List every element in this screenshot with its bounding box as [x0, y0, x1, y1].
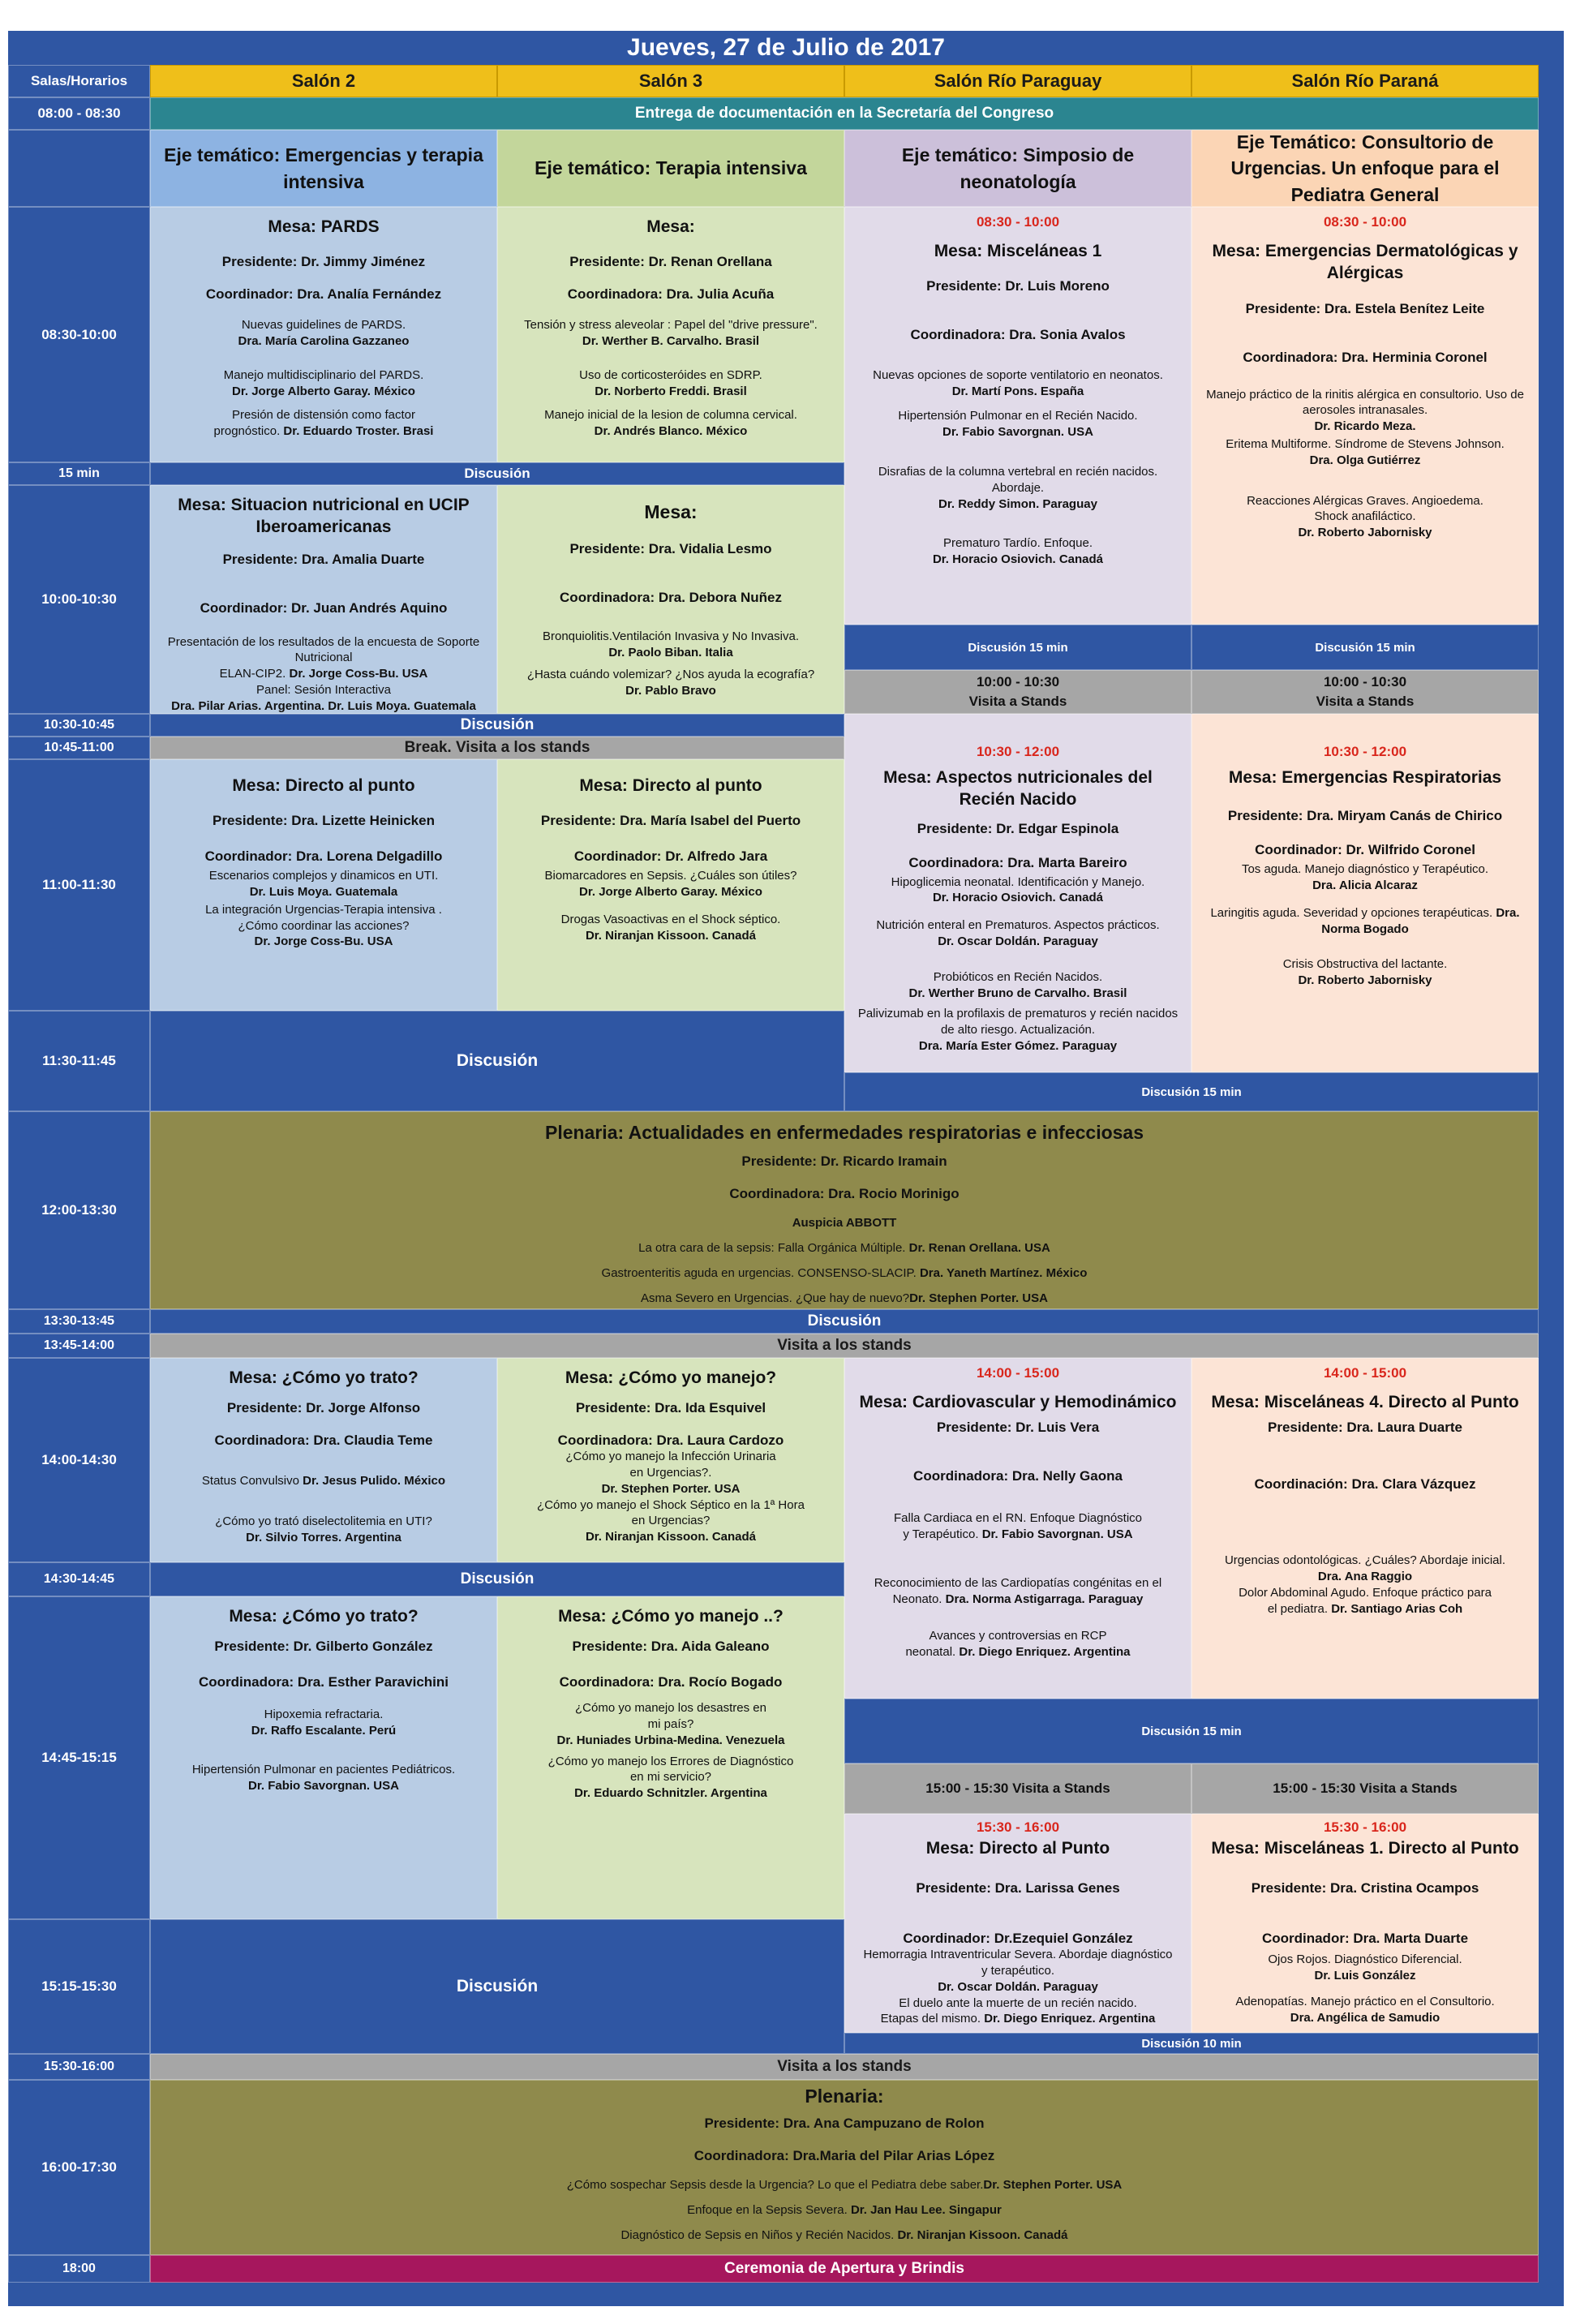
talk: Enfoque en la Sepsis Severa. Dr. Jan Hau Lee. Singapur: [687, 2203, 1002, 2217]
presidente: Presidente: Dr. Ricardo Iramain: [741, 1153, 947, 1169]
presidente: Presidente: Dr. Luis Moreno: [926, 278, 1110, 294]
time-slot: 11:30-11:45: [8, 1011, 150, 1111]
talk: Manejo práctico de la rinitis alérgica en consultorio. Uso de aerosoles intranasales. Dr. Ricardo Meza.: [1206, 387, 1524, 434]
plenaria-card: [150, 2080, 1539, 2255]
talk: Presentación de los resultados de la encuesta de Soporte Nutricional: [167, 634, 480, 665]
talk: Hipoglicemia neonatal. Identificación y Manejo. Dr. Horacio Osiovich. Canadá: [891, 874, 1145, 905]
mesa-title: Mesa: Aspectos nutricionales del Recién Nacido: [883, 768, 1153, 810]
talk: Avances y controversias en RCP neonatal. Dr. Diego Enriquez. Argentina: [905, 1629, 1131, 1660]
presidente: Presidente: Dra. María Isabel del Puerto: [540, 813, 801, 829]
band-visita: Visita a los stands: [150, 1334, 1539, 1358]
presidente: Presidente: Dra. Aida Galeano: [572, 1639, 770, 1655]
talk: Asma Severo en Urgencias. ¿Que hay de nuevo?Dr. Stephen Porter. USA: [641, 1291, 1048, 1305]
talk: Manejo multidisciplinario del PARDS. Dr. Jorge Alberto Garay. México: [223, 367, 424, 398]
visit-stands: 10:00 - 10:30 Visita a Stands: [1191, 670, 1539, 714]
header-salas-horarios: Salas/Horarios: [8, 65, 150, 97]
session-card: [497, 1596, 844, 1919]
talk: Hemorragia Intraventricular Severa. Abordaje diagnóstico y terapéutico. Dr. Oscar Doldán. Paraguay: [863, 1948, 1173, 1994]
eje-salon-3: Eje temático: Terapia intensiva: [497, 130, 844, 207]
session-card: [844, 207, 1191, 625]
session-card: [844, 714, 1191, 1072]
mesa-title: Mesa: Misceláneas 1. Directo al Punto: [1211, 1839, 1519, 1858]
session-card: [150, 485, 497, 714]
band-discusion-15: Discusión 15 min: [1191, 625, 1539, 670]
session-card: [1191, 207, 1539, 625]
presidente: Presidente: Dra. Cristina Ocampos: [1251, 1880, 1479, 1897]
talk: ¿Cómo sospechar Sepsis desde la Urgencia? Lo que el Pediatra debe saber.Dr. Stephen Porter. USA: [566, 2178, 1123, 2192]
talk: Uso de corticosteróides en SDRP. Dr. Norberto Freddi. Brasil: [579, 367, 762, 398]
coordinador: Coordinación: Dra. Clara Vázquez: [1254, 1476, 1476, 1493]
time-slot: 11:00-11:30: [8, 759, 150, 1011]
talk: ¿Cómo yo manejo la Infección Urinaria en Urgencias?. Dr. Stephen Porter. USA: [565, 1450, 776, 1496]
plenaria-title: Plenaria:: [805, 2086, 884, 2107]
mesa-title: Mesa: Emergencias Respiratorias: [1228, 768, 1502, 787]
time-slot: 10:45-11:00: [8, 737, 150, 759]
talk: ¿Hasta cuándo volemizar? ¿Nos ayuda la ecografía? Dr. Pablo Bravo: [526, 668, 815, 698]
talk: El duelo ante la muerte de un recién nacido. Etapas del mismo. Dr. Diego Enriquez. Argentina: [880, 1995, 1156, 2026]
session-card: [497, 759, 844, 1011]
auspicia: Auspicia ABBOTT: [792, 1216, 897, 1230]
talk: Falla Cardiaca en el RN. Enfoque Diagnóstico y Terapéutico. Dr. Fabio Savorgnan. USA: [894, 1511, 1142, 1542]
talk: Dolor Abdominal Agudo. Enfoque práctico para el pediatra. Dr. Santiago Arias Coh: [1239, 1585, 1492, 1616]
coordinador: Coordinador: Dra. Lorena Delgadillo: [204, 848, 443, 865]
time-slot: 10:30-10:45: [8, 714, 150, 737]
presidente: Presidente: Dra. Larissa Genes: [916, 1880, 1120, 1897]
talk: ELAN-CIP2. Dr. Jorge Coss-Bu. USA: [219, 667, 428, 681]
coordinador: Coordinadora: Dra. Laura Cardozo: [557, 1433, 784, 1449]
time-slot: 18:00: [8, 2255, 150, 2283]
band-discusion: Discusión: [150, 462, 844, 485]
mesa-title: Mesa: Directo al Punto: [925, 1839, 1110, 1858]
talk: ¿Cómo yo manejo los Errores de Diagnóstico en mi servicio? Dr. Eduardo Schnitzler. Argentina: [547, 1754, 794, 1801]
presidente: Presidente: Dra. Amalia Duarte: [222, 551, 425, 567]
header-salon-rio-paraguay: Salón Río Paraguay: [844, 65, 1191, 97]
talk: Diagnóstico de Sepsis en Niños y Recién Nacidos. Dr. Niranjan Kissoon. Canadá: [620, 2228, 1068, 2242]
coordinador: Coordinador: Dr. Alfredo Jara: [573, 848, 768, 865]
talk: La integración Urgencias-Terapia intensiva . ¿Cómo coordinar las acciones? Dr. Jorge Coss-Bu. USA: [205, 902, 442, 949]
time-slot: 08:00 - 08:30: [8, 97, 150, 130]
talk: Ojos Rojos. Diagnóstico Diferencial. Dr. Luis González: [1268, 1952, 1462, 1983]
header-salon-3: Salón 3: [497, 65, 844, 97]
band-entrega: Entrega de documentación en la Secretaría del Congreso: [150, 97, 1539, 130]
talk: Manejo inicial de la lesion de columna cervical. Dr. Andrés Blanco. México: [544, 408, 797, 439]
talk: Hipertensión Pulmonar en pacientes Pediátricos. Dr. Fabio Savorgnan. USA: [191, 1762, 456, 1793]
mesa-title: Mesa:: [646, 217, 695, 236]
session-time: 10:30 - 12:00: [1323, 744, 1407, 759]
talk: Reacciones Alérgicas Graves. Angioedema. Shock anafiláctico. Dr. Roberto Jabornisky: [1247, 493, 1483, 540]
time-slot: 10:00-10:30: [8, 485, 150, 714]
session-card: [150, 1596, 497, 1919]
session-card: [844, 1358, 1191, 1699]
mesa-title: Mesa: ¿Cómo yo trato?: [229, 1368, 419, 1387]
band-discusion-15: Discusión 15 min: [844, 1072, 1539, 1111]
talk: Dra. Pilar Arias. Argentina. Dr. Luis Moya. Guatemala: [171, 698, 476, 713]
time-slot: 16:00-17:30: [8, 2080, 150, 2255]
session-time: 15:30 - 16:00: [976, 1819, 1060, 1835]
band-discusion: Discusión: [150, 1309, 1539, 1334]
band-discusion: Discusión: [150, 714, 844, 737]
talk: Prematuro Tardío. Enfoque. Dr. Horacio Osiovich. Canadá: [932, 535, 1104, 566]
presidente: Presidente: Dra. Estela Benítez Leite: [1245, 300, 1485, 316]
plenaria-title: Plenaria: Actualidades en enfermedades respiratorias e infecciosas: [544, 1122, 1144, 1143]
coordinador: Coordinadora: Dra. Debora Nuñez: [560, 589, 782, 605]
coordinador: Coordinadora: Dra. Julia Acuña: [567, 286, 775, 303]
session-card: [497, 207, 844, 462]
session-time: 14:00 - 15:00: [976, 1365, 1060, 1381]
talk: ¿Cómo yo trató diselectolitemia en UTI? Dr. Silvio Torres. Argentina: [215, 1514, 432, 1544]
session-card: [150, 1358, 497, 1562]
talk: Tos aguda. Manejo diagnóstico y Terapéutico. Dra. Alicia Alcaraz: [1241, 862, 1489, 893]
plenaria-card: [150, 1111, 1539, 1309]
talk: Hipoxemia refractaria. Dr. Raffo Escalante. Perú: [251, 1708, 397, 1738]
talk: ¿Cómo yo manejo el Shock Séptico en la 1ª Hora en Urgencias? Dr. Niranjan Kissoon. Canadá: [537, 1497, 805, 1544]
coordinador: Coordinadora: Dra. Rocío Bogado: [559, 1674, 783, 1690]
coordinador: Coordinador: Dr. Wilfrido Coronel: [1255, 842, 1475, 858]
session-card: [1191, 1358, 1539, 1699]
header-salon-2: Salón 2: [150, 65, 497, 97]
session-card: [497, 485, 844, 714]
mesa-title: Mesa: ¿Cómo yo manejo ..?: [558, 1607, 784, 1626]
eje-rio-parana: Eje Temático: Consultorio de Urgencias. Un enfoque para el Pediatra General: [1191, 130, 1539, 207]
presidente: Presidente: Dra. Vidalia Lesmo: [569, 540, 772, 556]
talk: Bronquiolitis.Ventilación Invasiva y No Invasiva. Dr. Paolo Biban. Italia: [543, 629, 799, 659]
band-break: Break. Visita a los stands: [150, 737, 844, 759]
talk: Reconocimiento de las Cardiopatías congénitas en el Neonato. Dra. Norma Astigarraga. Paraguay: [874, 1575, 1162, 1606]
mesa-title: Mesa: Emergencias Dermatológicas y Alérgicas: [1212, 242, 1518, 283]
talk: Hipertensión Pulmonar en el Recién Nacido. Dr. Fabio Savorgnan. USA: [898, 408, 1138, 439]
talk: Disrafias de la columna vertebral en recién nacidos. Abordaje. Dr. Reddy Simon. Paraguay: [878, 465, 1158, 512]
talk: La otra cara de la sepsis: Falla Orgánica Múltiple. Dr. Renan Orellana. USA: [638, 1241, 1050, 1255]
presidente: Presidente: Dra. Lizette Heinicken: [213, 813, 435, 829]
band-discusion: Discusión: [150, 1919, 844, 2054]
talk: Gastroenteritis aguda en urgencias. CONSENSO-SLACIP. Dra. Yaneth Martínez. México: [601, 1266, 1088, 1280]
header-salon-rio-parana: Salón Río Paraná: [1191, 65, 1539, 97]
talk: Escenarios complejos y dinamicos en UTI. Dr. Luis Moya. Guatemala: [208, 869, 439, 900]
coordinador: Coordinadora: Dra. Esther Paravichini: [199, 1674, 449, 1690]
visit-stands: 10:00 - 10:30 Visita a Stands: [844, 670, 1191, 714]
presidente: Presidente: Dr. Jimmy Jiménez: [221, 254, 426, 270]
time-slot: 13:30-13:45: [8, 1309, 150, 1334]
coordinador: Coordinadora: Dra. Marta Bareiro: [908, 854, 1127, 870]
time-slot: 08:30-10:00: [8, 207, 150, 462]
session-card: [1191, 1814, 1539, 2033]
time-slot: 14:00-14:30: [8, 1358, 150, 1562]
talk: Biomarcadores en Sepsis. ¿Cuáles son útiles? Dr. Jorge Alberto Garay. México: [544, 869, 797, 900]
coordinador: Coordinador: Dr. Juan Andrés Aquino: [200, 599, 448, 616]
session-card: [844, 1814, 1191, 2033]
band-discusion: Discusión: [150, 1562, 844, 1596]
session-time: 14:00 - 15:00: [1323, 1365, 1407, 1381]
mesa-title: Mesa: Misceláneas 1: [934, 242, 1102, 260]
talk: Palivizumab en la profilaxis de prematuros y recién nacidos de alto riesgo. Actualización. Dra. María Ester Gómez. Paraguay: [857, 1007, 1179, 1053]
coordinador: Coordinadora: Dra. Rocio Morinigo: [729, 1186, 960, 1201]
time-slot: 15:30-16:00: [8, 2054, 150, 2080]
time-slot: 14:45-15:15: [8, 1596, 150, 1919]
coordinador: Coordinador: Dr.Ezequiel González: [903, 1931, 1133, 1947]
presidente: Presidente: Dra. Ana Campuzano de Rolon: [704, 2116, 985, 2131]
visit-stands: 15:00 - 15:30 Visita a Stands: [844, 1763, 1191, 1814]
mesa-title: Mesa: Directo al punto: [579, 776, 762, 795]
mesa-title: Mesa: Situacion nutricional en UCIP Iberoamericanas: [178, 496, 470, 537]
visit-stands: 15:00 - 15:30 Visita a Stands: [1191, 1763, 1539, 1814]
talk: Nutrición enteral en Prematuros. Aspectos prácticos. Dr. Oscar Doldán. Paraguay: [876, 918, 1160, 948]
coordinador: Coordinadora: Dra. Nelly Gaona: [913, 1468, 1123, 1484]
talk: Eritema Multiforme. Síndrome de Stevens Johnson. Dra. Olga Gutiérrez: [1226, 436, 1505, 467]
presidente: Presidente: Dr. Renan Orellana: [569, 254, 772, 270]
talk: Probióticos en Recién Nacidos. Dr. Werther Bruno de Carvalho. Brasil: [908, 969, 1127, 1000]
presidente: Presidente: Dra. Laura Duarte: [1268, 1420, 1462, 1436]
mesa-title: Mesa: Misceláneas 4. Directo al Punto: [1211, 1393, 1519, 1411]
time-slot: 14:30-14:45: [8, 1562, 150, 1596]
session-card: [150, 759, 497, 1011]
talk: Status Convulsivo Dr. Jesus Pulido. México: [201, 1474, 446, 1488]
presidente: Presidente: Dra. Ida Esquivel: [575, 1400, 766, 1416]
talk: Drogas Vasoactivas en el Shock séptico. Dr. Niranjan Kissoon. Canadá: [560, 912, 781, 943]
band-discusion-10: Discusión 10 min: [844, 2033, 1539, 2054]
mesa-title: Mesa:: [644, 501, 698, 522]
coordinador: Coordinadora: Dra. Claudia Teme: [214, 1433, 433, 1449]
time-slot-blank: [8, 130, 150, 207]
session-time: 08:30 - 10:00: [976, 214, 1060, 230]
talk: Nuevas opciones de soporte ventilatorio en neonatos. Dr. Martí Pons. España: [873, 368, 1163, 399]
talk: Panel: Sesión Interactiva: [256, 682, 391, 697]
mesa-title: Mesa: PARDS: [268, 217, 380, 236]
mesa-title: Mesa: ¿Cómo yo trato?: [229, 1607, 419, 1626]
coordinador: Coordinador: Dra. Analía Fernández: [205, 286, 442, 303]
talk: Crisis Obstructiva del lactante. Dr. Roberto Jabornisky: [1282, 957, 1448, 988]
session-time: 10:30 - 12:00: [976, 744, 1060, 759]
mesa-title: Mesa: Directo al punto: [232, 776, 415, 795]
talk: Tensión y stress aleveolar : Papel del "drive pressure". Dr. Werther B. Carvalho. Brasil: [524, 318, 818, 349]
talk: ¿Cómo yo manejo los desastres en mi país? Dr. Huniades Urbina-Medina. Venezuela: [556, 1701, 785, 1747]
coordinador: Coordinadora: Dra. Herminia Coronel: [1243, 349, 1488, 365]
presidente: Presidente: Dr. Gilberto González: [214, 1639, 433, 1655]
talk: Adenopatías. Manejo práctico en el Consultorio. Dra. Angélica de Samudio: [1235, 1994, 1495, 2025]
talk: Nuevas guidelines de PARDS. Dra. María Carolina Gazzaneo: [238, 318, 410, 349]
time-slot: 15:15-15:30: [8, 1919, 150, 2054]
time-slot: 15 min: [8, 462, 150, 485]
band-discusion-15: Discusión 15 min: [844, 1699, 1539, 1763]
presidente: Presidente: Dr. Edgar Espinola: [917, 820, 1119, 836]
eje-salon-2: Eje temático: Emergencias y terapia intensiva: [150, 130, 497, 207]
talk: Laringitis aguda. Severidad y opciones terapéuticas. Dra. Norma Bogado: [1210, 905, 1520, 936]
time-slot: 13:45-14:00: [8, 1334, 150, 1358]
talk: Urgencias odontológicas. ¿Cuáles? Abordaje inicial. Dra. Ana Raggio: [1224, 1553, 1506, 1584]
session-time: 15:30 - 16:00: [1323, 1819, 1407, 1835]
coordinador: Coordinador: Dra. Marta Duarte: [1261, 1931, 1469, 1947]
mesa-title: Mesa: ¿Cómo yo manejo?: [565, 1368, 777, 1387]
coordinador: Coordinadora: Dra. Sonia Avalos: [910, 327, 1126, 343]
band-visita: Visita a los stands: [150, 2054, 1539, 2080]
eje-rio-paraguay: Eje temático: Simposio de neonatología: [844, 130, 1191, 207]
band-discusion-15: Discusión 15 min: [844, 625, 1191, 670]
band-ceremonia: Ceremonia de Apertura y Brindis: [150, 2255, 1539, 2283]
talk: Presión de distensión como factor prognóstico. Dr. Eduardo Troster. Brasi: [213, 408, 434, 439]
presidente: Presidente: Dra. Miryam Canás de Chirico: [1227, 808, 1503, 824]
session-card: [1191, 714, 1539, 1072]
session-time: 08:30 - 10:00: [1323, 214, 1407, 230]
session-card: [497, 1358, 844, 1562]
presidente: Presidente: Dr. Jorge Alfonso: [226, 1400, 421, 1416]
time-slot: 12:00-13:30: [8, 1111, 150, 1309]
mesa-title: Mesa: Cardiovascular y Hemodinámico: [859, 1393, 1177, 1411]
session-card: [150, 207, 497, 462]
page-title: Jueves, 27 de Julio de 2017: [627, 34, 945, 61]
presidente: Presidente: Dr. Luis Vera: [936, 1420, 1100, 1436]
band-discusion: Discusión: [150, 1011, 844, 1111]
coordinador: Coordinadora: Dra.Maria del Pilar Arias López: [693, 2148, 995, 2163]
